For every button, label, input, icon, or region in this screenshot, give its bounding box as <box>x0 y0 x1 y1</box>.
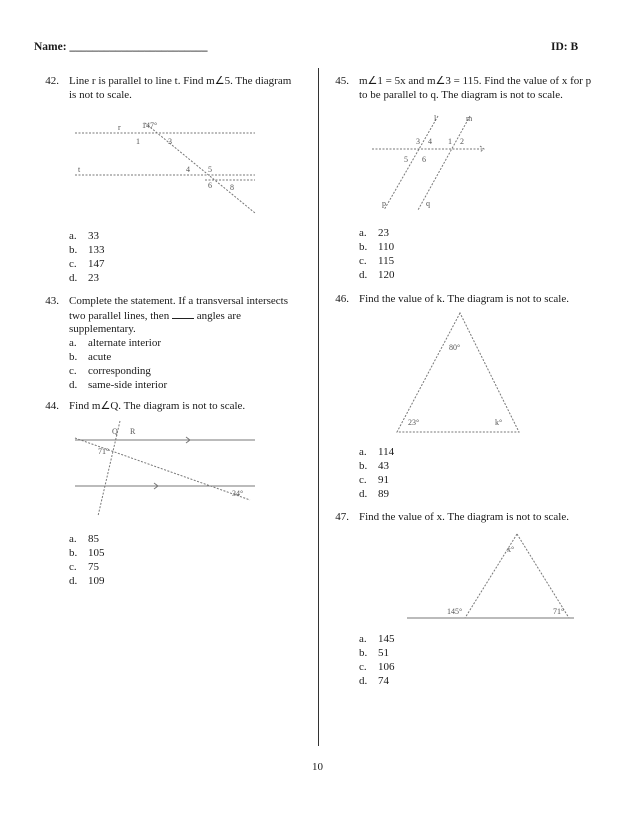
question-46-number: 46. <box>335 293 349 305</box>
q44-option-d[interactable]: d. 109 <box>69 575 105 587</box>
question-42-number: 42. <box>45 75 59 87</box>
q42-label-147: 147° <box>142 121 158 130</box>
q44-label-34: 34° <box>232 489 244 498</box>
question-43-text-line1: Complete the statement. If a transversal intersects <box>69 295 289 307</box>
q46-option-c[interactable]: c. 91 <box>359 474 389 486</box>
q47-label-top: x° <box>507 545 515 554</box>
q45-label-3: 3 <box>416 137 420 146</box>
question-44-number: 44. <box>45 400 59 412</box>
q45-option-b[interactable]: b. 110 <box>359 241 395 253</box>
q45-label-p: p <box>382 199 386 208</box>
q42-option-b[interactable]: b. 133 <box>69 244 105 256</box>
q47-label-right: 71° <box>553 607 565 616</box>
question-43-text-line3: supplementary. <box>69 323 136 335</box>
q47-label-ext: 145° <box>447 607 463 616</box>
q45-label-m: m <box>466 114 473 123</box>
q42-label-6: 6 <box>208 181 212 190</box>
q42-option-a[interactable]: a. 33 <box>69 230 99 242</box>
q44-option-b[interactable]: b. 105 <box>69 547 105 559</box>
q46-option-d[interactable]: d. 89 <box>359 488 389 500</box>
q42-label-t: t <box>78 165 81 174</box>
q43-option-c[interactable]: c. corresponding <box>69 365 151 377</box>
q44-label-R: R <box>130 427 136 436</box>
q44-label-Q: Q <box>112 427 118 436</box>
q42-label-1: 1 <box>136 137 140 146</box>
question-44-text: Find m∠Q. The diagram is not to scale. <box>69 400 246 412</box>
q45-label-1: 1 <box>448 137 452 146</box>
question-47-diagram <box>403 530 578 626</box>
question-46-diagram <box>393 310 525 436</box>
q46-label-left: 23° <box>408 418 420 427</box>
q47-option-a[interactable]: a. 145 <box>359 633 395 645</box>
q42-label-3: 3 <box>168 137 172 146</box>
question-45-diagram <box>370 112 490 214</box>
q46-label-top: 80° <box>449 343 461 352</box>
q45-label-q: q <box>426 199 430 208</box>
question-44-diagram <box>70 418 260 518</box>
q42-label-4: 4 <box>186 165 190 174</box>
question-43-text-line2: two parallel lines, then angles are <box>69 310 241 322</box>
q43-option-b[interactable]: b. acute <box>69 351 112 363</box>
q43-option-a[interactable]: a. alternate interior <box>69 337 161 349</box>
question-45-text-line1: m∠1 = 5x and m∠3 = 115. Find the value of x for p <box>359 75 592 87</box>
question-43-number: 43. <box>45 295 59 307</box>
q43-option-d[interactable]: d. same-side interior <box>69 379 168 391</box>
q47-option-b[interactable]: b. 51 <box>359 647 389 659</box>
q42-option-d[interactable]: d. 23 <box>69 272 99 284</box>
q45-label-4: 4 <box>428 137 432 146</box>
q44-option-c[interactable]: c. 75 <box>69 561 99 573</box>
q42-label-5: 5 <box>208 165 212 174</box>
q46-option-a[interactable]: a. 114 <box>359 446 395 458</box>
test-id-label: ID: B <box>551 41 579 53</box>
question-42-diagram <box>70 118 260 218</box>
q42-label-8: 8 <box>230 183 234 192</box>
q42-label-r: r <box>118 123 121 132</box>
q45-option-c[interactable]: c. 115 <box>359 255 395 267</box>
q46-label-right: k° <box>495 418 503 427</box>
q47-option-c[interactable]: c. 106 <box>359 661 395 673</box>
q45-label-6: 6 <box>422 155 426 164</box>
q45-label-5: 5 <box>404 155 408 164</box>
page-number: 10 <box>312 761 323 773</box>
name-field-label: Name: ________________________ <box>34 41 208 53</box>
q42-option-c[interactable]: c. 147 <box>69 258 105 270</box>
q46-option-b[interactable]: b. 43 <box>359 460 389 472</box>
q45-option-d[interactable]: d. 120 <box>359 269 395 281</box>
question-45-text-line2: to be parallel to q. The diagram is not to scale. <box>359 89 563 101</box>
q47-option-d[interactable]: d. 74 <box>359 675 389 687</box>
answer-blank <box>172 308 194 319</box>
q45-label-2: 2 <box>460 137 464 146</box>
column-divider <box>318 68 319 746</box>
question-47-text: Find the value of x. The diagram is not to scale. <box>359 511 569 523</box>
question-42-text-line2: is not to scale. <box>69 89 132 101</box>
question-46-text: Find the value of k. The diagram is not to scale. <box>359 293 569 305</box>
question-47-number: 47. <box>335 511 349 523</box>
question-45-number: 45. <box>335 75 349 87</box>
q45-option-a[interactable]: a. 23 <box>359 227 389 239</box>
question-42-text-line1: Line r is parallel to line t. Find m∠5. The diagram <box>69 75 292 87</box>
q44-label-71: 71° <box>98 447 110 456</box>
q44-option-a[interactable]: a. 85 <box>69 533 99 545</box>
q45-label-l: l <box>434 114 437 123</box>
